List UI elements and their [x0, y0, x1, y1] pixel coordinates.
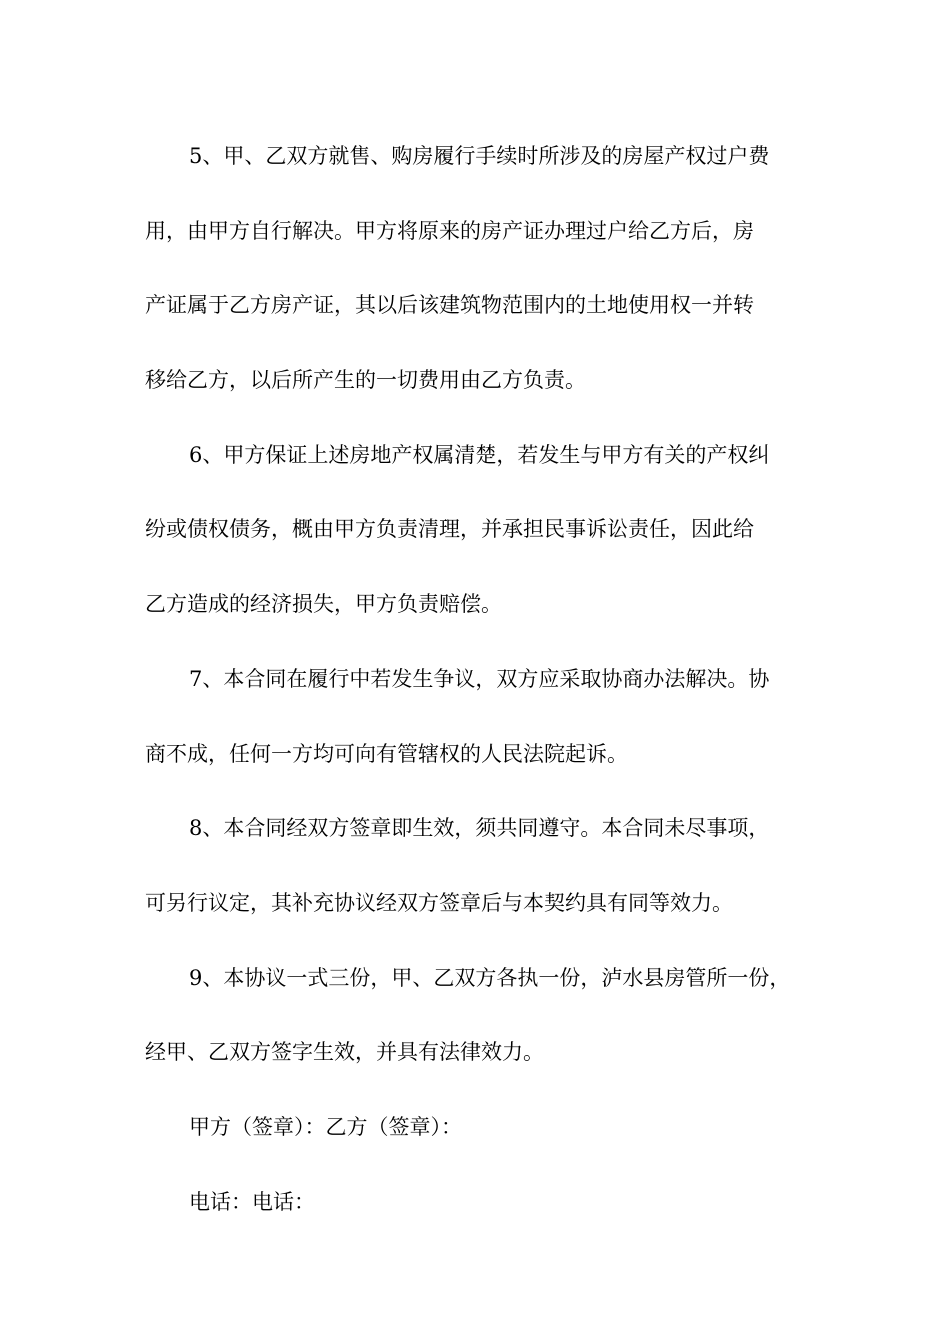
- clause-6-line-2: 纷或债权债务，概由甲方负责清理，并承担民事诉讼责任，因此给: [145, 517, 754, 542]
- document-body: [145, 119, 817, 1239]
- clause-5-line-2: 用，由甲方自行解决。甲方将原来的房产证办理过户给乙方后，房: [145, 218, 754, 243]
- clause-6-line-1: 6、甲方保证上述房地产权属清楚，若发生与甲方有关的产权纠: [189, 442, 770, 467]
- clause-5-line-1: 5、甲、乙双方就售、购房履行手续时所涉及的房屋产权过户费: [189, 144, 770, 168]
- clause-8-line-1: 8、本合同经双方签章即生效，须共同遵守。本合同未尽事项，: [189, 816, 770, 841]
- clause-6-line-3: 乙方造成的经济损失，甲方负责赔偿。: [145, 592, 502, 617]
- clause-7-line-2: 商不成，任何一方均可向有管辖权的人民法院起诉。: [145, 741, 628, 766]
- clause-5-line-4: 移给乙方，以后所产生的一切费用由乙方负责。: [145, 368, 586, 393]
- phone-line: 电话：电话：: [189, 1189, 315, 1214]
- clause-7-line-1: 7、本合同在履行中若发生争议，双方应采取协商办法解决。协: [189, 666, 770, 691]
- clause-9-line-2: 经甲、乙双方签字生效，并具有法律效力。: [145, 1040, 544, 1065]
- clause-9-line-1: 9、本协议一式三份，甲、乙双方各执一份，泸水县房管所一份，: [189, 965, 791, 990]
- clause-5-line-3: 产证属于乙方房产证，其以后该建筑物范围内的土地使用权一并转: [145, 293, 754, 318]
- signature-line: 甲方（签章）：乙方（签章）：: [189, 1114, 462, 1139]
- clause-8-line-2: 可另行议定，其补充协议经双方签章后与本契约具有同等效力。: [145, 890, 733, 915]
